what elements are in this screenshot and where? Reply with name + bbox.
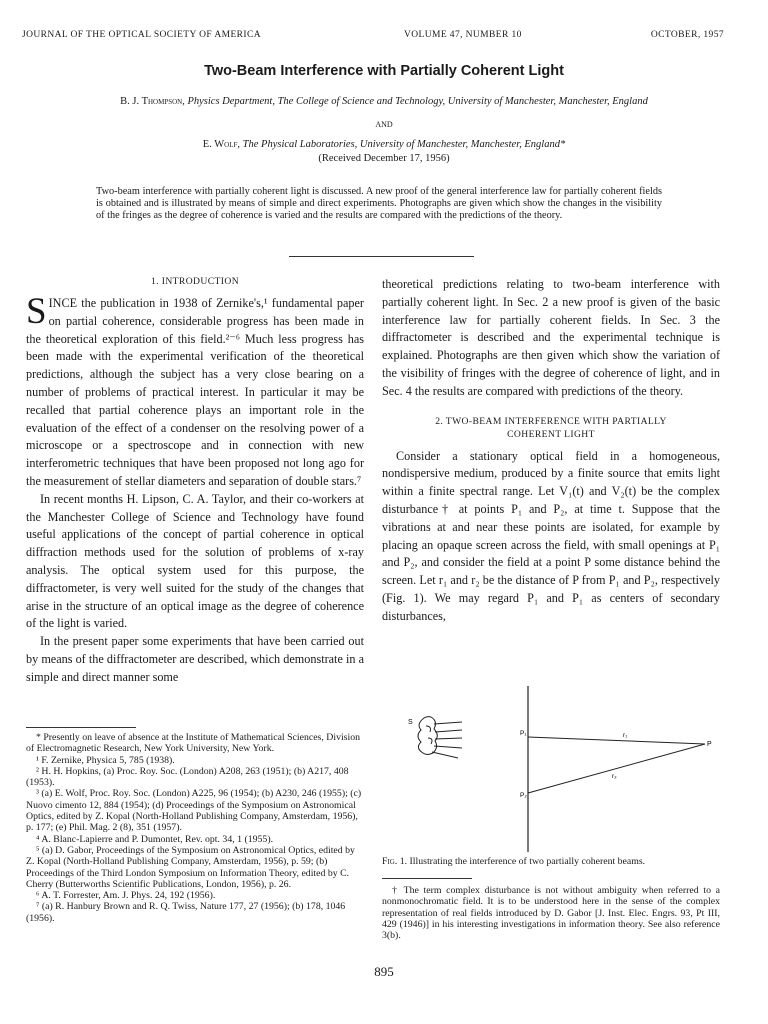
footnote-item: * Presently on leave of absence at the Institute of Mathematical Sciences, Division of Electromagnetic Research, New York University, New York. [26,732,361,755]
section-2-heading-line-2: COHERENT LIGHT [507,428,595,440]
left-column [26,275,364,687]
intro-paragraph-2: In recent months H. Lipson, C. A. Taylor, and their co-workers at the Manchester College of Science and Technology have found useful applications of the concept of partial coherence in optical diffraction methods used for the solution of problems of x-ray analysis. The optical system used for this purpose, the diffractometer, is very well suited for the study of the changes that arise in the structure of an optical image as the degree of coherence of the light is varied. [26,491,364,631]
footnotes [26,732,364,924]
label-r2: r₂ [612,773,617,780]
caption-text: Illustrating the interference of two partially coherent beams. [409,856,646,867]
footnote-item: ³ (a) E. Wolf, Proc. Roy. Soc. (London) A225, 96 (1954); (b) A230, 246 (1955); (c) Nuovo cimento 12, 884 (1954); (d) Proceedings of the Symposium on Astronomical Optics, edited by Z. Kopal (North-Holland Publishing Company, Amsterdam, 1956), p. 177; (e) Phil. Mag. 2 (8), 351 (1957). [26,788,362,834]
figure-1-diagram [390,680,730,855]
footnote-item: ⁶ A. T. Forrester, Am. J. Phys. 24, 192 (1956). [36,890,216,902]
section-2-paragraph-1: Consider a stationary optical field in a homogeneous, nondispersive medium, produced by a finite source that emits light within a finite spectral range. Let V₁(t) and V₂(t) be the complex disturbance† at points P₁ and P₂, at time t. Suppose that the vibrations at and near these points are isolated, for example by placing an opaque screen across the field, with small openings at P₁ and P₂, and consider the field at a point P some distance behind the screen. Let r₁ and r₂ be the distance of P from P₁ and P₂, respectively (Fig. 1). We may regard P₁ and P₁ as centers of secondary disturbances, [382,448,720,623]
intro-paragraph-4: theoretical predictions relating to two-beam interference with partially coherent light. In Sec. 2 a new proof is given of the basic interference law for partially coherent fields. In Sec. 3 the diffractometer is described and the experimental technique is explained. Photographs are then given which show the variation of the visibility of fringes with the degree of coherence of light, and in Sec. 4 the results are compared with predictions of the theory. [382,277,720,398]
footnote-item: ⁵ (a) D. Gabor, Proceedings of the Symposium on Astronomical Optics, edited by Z. Kopal (North-Holland Publishing Company, Amsterdam, 1956), p. 59; (b) Proceedings of the Third London Symposium on Information Theory, edited by C. Cherry (Butterworths Scientific Publications, London, 1956), p. 26. [26,844,355,890]
caption-label: Fig. 1. [382,856,408,867]
author-1 [0,96,768,107]
right-column [382,276,720,626]
received-date: (Received December 17, 1956) [318,153,450,164]
section-1-heading: 1. INTRODUCTION [150,276,240,287]
author-1-name: B. J. Thompson, [120,96,185,107]
author-2-name: E. Wolf, [202,139,241,150]
footnote-rule [26,727,136,728]
author-2-affiliation: The Physical Laboratories, University of Manchester, Manchester, England* [242,139,566,150]
figure-1-caption [382,856,722,867]
source-icon [418,717,462,758]
intro-paragraph-3: In the present paper some experiments that have been carried out by means of the diffractometer are described, which demonstrate in a simple and direct manner some [26,634,364,684]
author-1-affiliation: Physics Department, The College of Science and Technology, University of Manchester, Manchester, England [187,96,648,107]
label-P2: P₂ [520,792,527,799]
label-r1: r₁ [623,732,628,739]
dagger-rule [382,878,472,879]
label-P1: P₁ [520,730,527,737]
footnote-item: ⁴ A. Blanc-Lapierre and P. Dumontet, Rev. opt. 34, 1 (1955). [36,833,274,845]
page-number: 895 [374,964,394,979]
author-2 [0,139,768,150]
volume-number: VOLUME 47, NUMBER 10 [404,30,522,40]
label-P: P [707,741,712,748]
footnote-item: ² H. H. Hopkins, (a) Proc. Roy. Soc. (London) A208, 263 (1951); (b) A217, 408 (1953). [26,765,349,789]
dagger-footnote: † The term complex disturbance is not without ambiguity when referred to a nonmonochromatic field. It is to be understood here in the sense of the complex representation of real fields introduced by D. Gabor [J. Inst. Elec. Engrs. 93, Pt III, 429 (1946)] in his interesting investigations in information theory. See also reference 3(b). [382,885,720,942]
journal-name: JOURNAL OF THE OPTICAL SOCIETY OF AMERICA [22,30,261,40]
ray-r2 [528,744,705,793]
drop-cap: S [26,291,47,332]
footnote-item: ⁷ (a) R. Hanbury Brown and R. Q. Twiss, Nature 177, 27 (1956); (b) 178, 1046 (1956). [26,901,346,924]
and-separator: AND [375,120,393,129]
footnote-item: ¹ F. Zernike, Physica 5, 785 (1938). [36,754,175,766]
ray-r1 [528,737,705,744]
section-2-heading [382,415,720,441]
abstract-divider [289,256,474,257]
issue-date: OCTOBER, 1957 [650,30,724,40]
abstract: Two-beam interference with partially coherent light is discussed. A new proof of the general interference law for partially coherent fields is obtained and is illustrated by means of simple and direct experiments. Photographs are given which show the changes in the visibility of the fringes as the degree of coherence is varied and the results are compared with the predictions of the theory. [96,186,662,221]
section-2-heading-line-1: 2. TWO-BEAM INTERFERENCE WITH PARTIALLY [435,415,667,427]
label-S: S [408,719,413,726]
intro-paragraph-1: INCE the publication in 1938 of Zernike's,¹ fundamental paper on partial coherence, considerable progress has been made in the theoretical exploration of this field.²⁻⁶ Much less progress has been made with the experimental verification of the theoretical predictions, although the subject has a very close bearing on a number of problems of practical interest. In particular it may be recalled that partial coherence plays an important role in the evaluation of the effect of a condenser on the resolving power of a microscope or a spectroscope and in connection with new interferometric techniques that have been proposed not long ago for the measurement of stellar diameters and separation of double stars.⁷ [26,296,364,488]
paper-title: Two-Beam Interference with Partially Coherent Light [204,63,564,79]
